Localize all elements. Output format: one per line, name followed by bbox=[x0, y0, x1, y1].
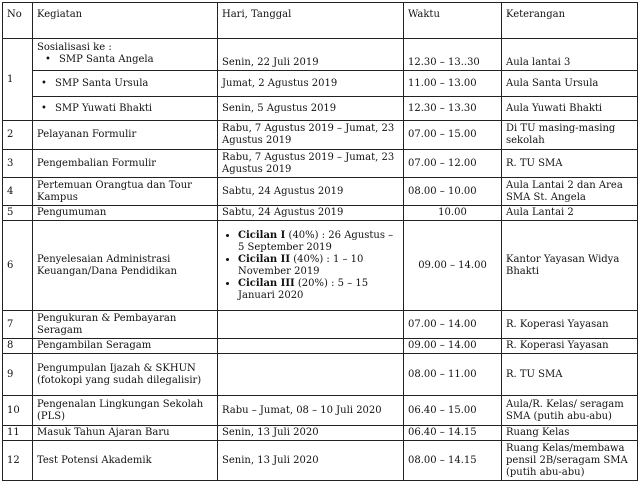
row-number: 10 bbox=[3, 396, 33, 426]
activity-cell: Masuk Tahun Ajaran Baru bbox=[33, 426, 218, 441]
row-number: 4 bbox=[3, 178, 33, 206]
school-item: • SMP Santa Angela bbox=[37, 54, 213, 66]
activity-cell: Pengambilan Seragam bbox=[33, 339, 218, 354]
sosialisasi-cell bbox=[33, 39, 218, 71]
date-cell: Senin, 5 Agustus 2019 bbox=[218, 97, 404, 121]
school-item: • SMP Yuwati Bhakti bbox=[33, 97, 218, 121]
row-number: 7 bbox=[3, 311, 33, 339]
activity-cell: Pelayanan Formulir bbox=[33, 121, 218, 150]
table-row bbox=[3, 206, 638, 221]
time-cell: 09.00 – 14.00 bbox=[404, 221, 502, 311]
row-number: 2 bbox=[3, 121, 33, 150]
table-row bbox=[3, 71, 638, 97]
time-cell: 08.00 – 10.00 bbox=[404, 178, 502, 206]
schedule-table bbox=[2, 2, 638, 481]
installment-item: • Cicilan I (40%) : 26 Agustus – 5 September 2019 bbox=[238, 230, 399, 254]
time-cell: 08.00 – 14.15 bbox=[404, 441, 502, 481]
installment-cell bbox=[218, 221, 404, 311]
table-row bbox=[3, 150, 638, 178]
table-row bbox=[3, 97, 638, 121]
date-cell: Senin, 13 Juli 2020 bbox=[218, 426, 404, 441]
date-cell: Jumat, 2 Agustus 2019 bbox=[218, 71, 404, 97]
date-cell: Senin, 22 Juli 2019 bbox=[218, 39, 404, 71]
sosialisasi-title: Sosialisasi ke : bbox=[37, 42, 112, 53]
note-cell: Aula Lantai 2 bbox=[502, 206, 638, 221]
row-number: 11 bbox=[3, 426, 33, 441]
note-cell: R. Koperasi Yayasan bbox=[502, 311, 638, 339]
date-cell: Sabtu, 24 Agustus 2019 bbox=[218, 178, 404, 206]
note-cell: Kantor Yayasan Widya Bhakti bbox=[502, 221, 638, 311]
table-row bbox=[3, 396, 638, 426]
note-cell: R. Koperasi Yayasan bbox=[502, 339, 638, 354]
header-kegiatan: Kegiatan bbox=[33, 3, 218, 39]
table-row bbox=[3, 426, 638, 441]
date-cell bbox=[218, 311, 404, 339]
table-row bbox=[3, 39, 638, 71]
activity-cell: Pengembalian Formulir bbox=[33, 150, 218, 178]
activity-cell: Pertemuan Orangtua dan Tour Kampus bbox=[33, 178, 218, 206]
time-cell: 12.30 – 13.30 bbox=[404, 97, 502, 121]
time-cell: 06.40 – 15.00 bbox=[404, 396, 502, 426]
table-row bbox=[3, 339, 638, 354]
note-cell: Ruang Kelas/membawa pensil 2B/seragam SMA (putih abu-abu) bbox=[502, 441, 638, 481]
header-row bbox=[3, 3, 638, 39]
activity-cell: Penyelesaian Administrasi Keuangan/Dana Pendidikan bbox=[33, 221, 218, 311]
row-number: 6 bbox=[3, 221, 33, 311]
table-row bbox=[3, 121, 638, 150]
activity-cell: Pengumpulan Ijazah & SKHUN (fotokopi yang sudah dilegalisir) bbox=[33, 354, 218, 396]
time-cell: 09.00 – 14.00 bbox=[404, 339, 502, 354]
note-cell: Aula Yuwati Bhakti bbox=[502, 97, 638, 121]
row-number: 1 bbox=[3, 39, 33, 121]
table-row bbox=[3, 221, 638, 311]
date-cell: Senin, 13 Juli 2020 bbox=[218, 441, 404, 481]
activity-cell: Test Potensi Akademik bbox=[33, 441, 218, 481]
activity-cell: Pengenalan Lingkungan Sekolah (PLS) bbox=[33, 396, 218, 426]
note-cell: Aula lantai 3 bbox=[502, 39, 638, 71]
installment-item: • Cicilan II (40%) : 1 – 10 November 2019 bbox=[238, 254, 399, 278]
time-cell: 06.40 – 14.15 bbox=[404, 426, 502, 441]
row-number: 8 bbox=[3, 339, 33, 354]
time-cell: 07.00 – 15.00 bbox=[404, 121, 502, 150]
time-cell: 07.00 – 12.00 bbox=[404, 150, 502, 178]
header-keterangan: Keterangan bbox=[502, 3, 638, 39]
row-number: 3 bbox=[3, 150, 33, 178]
note-cell: Aula Lantai 2 dan Area SMA St. Angela bbox=[502, 178, 638, 206]
header-no: No bbox=[3, 3, 33, 39]
note-cell: R. TU SMA bbox=[502, 150, 638, 178]
note-cell: Aula Santa Ursula bbox=[502, 71, 638, 97]
table-row bbox=[3, 178, 638, 206]
date-cell bbox=[218, 339, 404, 354]
date-cell bbox=[218, 354, 404, 396]
row-number: 9 bbox=[3, 354, 33, 396]
time-cell: 08.00 – 11.00 bbox=[404, 354, 502, 396]
activity-cell: Pengumuman bbox=[33, 206, 218, 221]
row-number: 5 bbox=[3, 206, 33, 221]
table-row bbox=[3, 311, 638, 339]
date-cell: Rabu, 7 Agustus 2019 – Jumat, 23 Agustus 2019 bbox=[218, 150, 404, 178]
time-cell: 07.00 – 14.00 bbox=[404, 311, 502, 339]
school-item: • SMP Santa Ursula bbox=[33, 71, 218, 97]
table-row bbox=[3, 354, 638, 396]
date-cell: Rabu – Jumat, 08 – 10 Juli 2020 bbox=[218, 396, 404, 426]
date-cell: Rabu, 7 Agustus 2019 – Jumat, 23 Agustus 2019 bbox=[218, 121, 404, 150]
time-cell: 10.00 bbox=[404, 206, 502, 221]
table-row bbox=[3, 441, 638, 481]
row-number: 12 bbox=[3, 441, 33, 481]
note-cell: Aula/R. Kelas/ seragam SMA (putih abu-abu) bbox=[502, 396, 638, 426]
header-hari: Hari, Tanggal bbox=[218, 3, 404, 39]
installment-list bbox=[222, 230, 399, 302]
installment-item: • Cicilan III (20%) : 5 – 15 Januari 2020 bbox=[238, 278, 399, 302]
date-cell: Sabtu, 24 Agustus 2019 bbox=[218, 206, 404, 221]
note-cell: R. TU SMA bbox=[502, 354, 638, 396]
header-waktu: Waktu bbox=[404, 3, 502, 39]
activity-cell: Pengukuran & Pembayaran Seragam bbox=[33, 311, 218, 339]
note-cell: Di TU masing-masing sekolah bbox=[502, 121, 638, 150]
note-cell: Ruang Kelas bbox=[502, 426, 638, 441]
time-cell: 12.30 – 13..30 bbox=[404, 39, 502, 71]
time-cell: 11.00 – 13.00 bbox=[404, 71, 502, 97]
